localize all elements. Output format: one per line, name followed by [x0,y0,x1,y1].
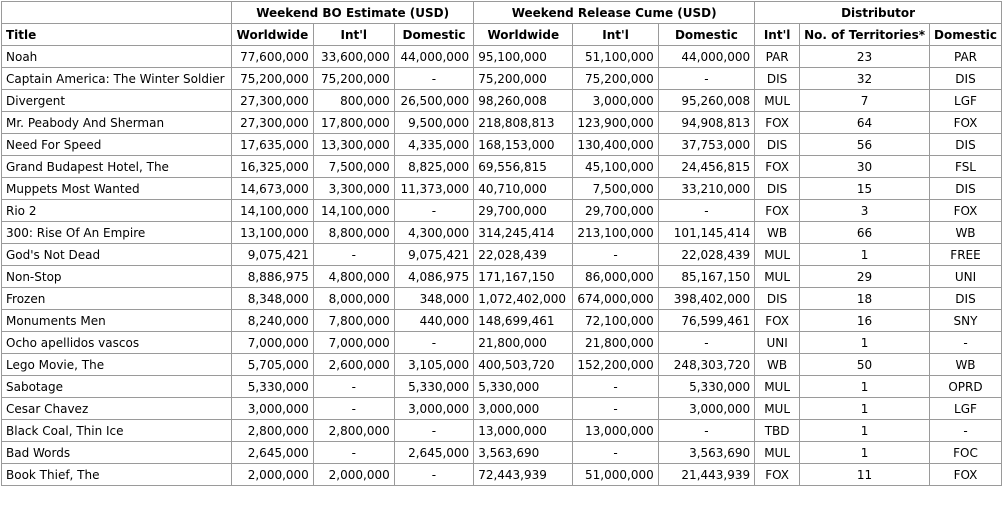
bo-domestic-cell: 5,330,000 [394,376,473,398]
territories-cell: 66 [800,222,930,244]
cume-domestic-cell: 95,260,008 [658,90,754,112]
dist-intl-cell: FOX [755,156,800,178]
cume-worldwide-cell: 69,556,815 [474,156,573,178]
dist-domestic-cell: FSL [930,156,1002,178]
title-cell: Captain America: The Winter Soldier [2,68,232,90]
bo-worldwide-cell: 5,705,000 [232,354,314,376]
dist-intl-cell: FOX [755,310,800,332]
bo-intl-cell: 14,100,000 [313,200,394,222]
table-row [2,398,1002,420]
table-row [2,134,1002,156]
table-row [2,354,1002,376]
title-cell: Frozen [2,288,232,310]
table-row [2,420,1002,442]
cume-domestic-cell: 3,000,000 [658,398,754,420]
cume-domestic-cell: 44,000,000 [658,46,754,68]
cume-domestic-cell: 76,599,461 [658,310,754,332]
table-header [2,2,1002,46]
cume-intl-cell: 75,200,000 [573,68,658,90]
territories-cell: 18 [800,288,930,310]
bo-worldwide-cell: 75,200,000 [232,68,314,90]
bo-intl-cell: 7,500,000 [313,156,394,178]
group-distributor: Distributor [755,2,1002,24]
col-cume-intl: Int'l [573,24,658,46]
bo-worldwide-cell: 2,645,000 [232,442,314,464]
bo-intl-cell: - [313,376,394,398]
cume-domestic-cell: 21,443,939 [658,464,754,486]
title-cell: Need For Speed [2,134,232,156]
col-dist-intl: Int'l [755,24,800,46]
col-territories: No. of Territories* [800,24,930,46]
title-cell: Grand Budapest Hotel, The [2,156,232,178]
cume-intl-cell: 45,100,000 [573,156,658,178]
title-cell: Sabotage [2,376,232,398]
cume-worldwide-cell: 75,200,000 [474,68,573,90]
bo-worldwide-cell: 3,000,000 [232,398,314,420]
territories-cell: 32 [800,68,930,90]
col-bo-worldwide: Worldwide [232,24,314,46]
cume-domestic-cell: 85,167,150 [658,266,754,288]
cume-intl-cell: 86,000,000 [573,266,658,288]
table-row [2,464,1002,486]
cume-domestic-cell: 101,145,414 [658,222,754,244]
dist-domestic-cell: UNI [930,266,1002,288]
table-row [2,90,1002,112]
cume-domestic-cell: 5,330,000 [658,376,754,398]
cume-intl-cell: 674,000,000 [573,288,658,310]
bo-worldwide-cell: 14,673,000 [232,178,314,200]
dist-intl-cell: UNI [755,332,800,354]
cume-intl-cell: - [573,244,658,266]
title-cell: 300: Rise Of An Empire [2,222,232,244]
bo-intl-cell: 8,000,000 [313,288,394,310]
table-row [2,178,1002,200]
territories-cell: 64 [800,112,930,134]
bo-domestic-cell: 3,105,000 [394,354,473,376]
bo-intl-cell: - [313,442,394,464]
bo-worldwide-cell: 9,075,421 [232,244,314,266]
territories-cell: 29 [800,266,930,288]
dist-intl-cell: DIS [755,288,800,310]
cume-intl-cell: 51,100,000 [573,46,658,68]
dist-domestic-cell: WB [930,354,1002,376]
dist-domestic-cell: FOC [930,442,1002,464]
dist-intl-cell: FOX [755,464,800,486]
cume-worldwide-cell: 40,710,000 [474,178,573,200]
dist-domestic-cell: LGF [930,90,1002,112]
territories-cell: 1 [800,332,930,354]
cume-intl-cell: 21,800,000 [573,332,658,354]
cume-domestic-cell: - [658,332,754,354]
table-body [2,46,1002,486]
territories-cell: 1 [800,244,930,266]
table-row [2,244,1002,266]
cume-domestic-cell: 248,303,720 [658,354,754,376]
cume-intl-cell: 7,500,000 [573,178,658,200]
title-cell: Bad Words [2,442,232,464]
cume-worldwide-cell: 95,100,000 [474,46,573,68]
cume-domestic-cell: 24,456,815 [658,156,754,178]
bo-intl-cell: 4,800,000 [313,266,394,288]
cume-intl-cell: - [573,398,658,420]
bo-domestic-cell: - [394,332,473,354]
cume-worldwide-cell: 3,000,000 [474,398,573,420]
dist-domestic-cell: DIS [930,178,1002,200]
title-cell: Rio 2 [2,200,232,222]
bo-domestic-cell: 9,075,421 [394,244,473,266]
bo-worldwide-cell: 2,000,000 [232,464,314,486]
bo-worldwide-cell: 8,886,975 [232,266,314,288]
bo-intl-cell: 17,800,000 [313,112,394,134]
dist-intl-cell: TBD [755,420,800,442]
title-cell: Ocho apellidos vascos [2,332,232,354]
dist-domestic-cell: PAR [930,46,1002,68]
table-row [2,46,1002,68]
bo-intl-cell: 800,000 [313,90,394,112]
dist-domestic-cell: FOX [930,112,1002,134]
table-row [2,376,1002,398]
col-title: Title [2,24,232,46]
cume-domestic-cell: 22,028,439 [658,244,754,266]
cume-intl-cell: 51,000,000 [573,464,658,486]
title-cell: God's Not Dead [2,244,232,266]
table-row [2,442,1002,464]
title-cell: Lego Movie, The [2,354,232,376]
bo-domestic-cell: 44,000,000 [394,46,473,68]
territories-cell: 23 [800,46,930,68]
dist-domestic-cell: - [930,332,1002,354]
dist-domestic-cell: SNY [930,310,1002,332]
bo-intl-cell: 2,800,000 [313,420,394,442]
dist-domestic-cell: OPRD [930,376,1002,398]
cume-intl-cell: 72,100,000 [573,310,658,332]
cume-domestic-cell: 94,908,813 [658,112,754,134]
bo-worldwide-cell: 27,300,000 [232,112,314,134]
cume-intl-cell: 13,000,000 [573,420,658,442]
title-cell: Divergent [2,90,232,112]
bo-worldwide-cell: 77,600,000 [232,46,314,68]
bo-domestic-cell: 8,825,000 [394,156,473,178]
bo-worldwide-cell: 13,100,000 [232,222,314,244]
dist-domestic-cell: LGF [930,398,1002,420]
title-cell: Mr. Peabody And Sherman [2,112,232,134]
table-row [2,112,1002,134]
territories-cell: 3 [800,200,930,222]
bo-domestic-cell: 26,500,000 [394,90,473,112]
dist-domestic-cell: FOX [930,200,1002,222]
group-weekend-release-cume: Weekend Release Cume (USD) [474,2,755,24]
territories-cell: 1 [800,398,930,420]
bo-domestic-cell: 4,335,000 [394,134,473,156]
bo-worldwide-cell: 5,330,000 [232,376,314,398]
territories-cell: 30 [800,156,930,178]
bo-worldwide-cell: 27,300,000 [232,90,314,112]
dist-domestic-cell: DIS [930,134,1002,156]
bo-intl-cell: 33,600,000 [313,46,394,68]
dist-intl-cell: DIS [755,68,800,90]
territories-cell: 7 [800,90,930,112]
bo-intl-cell: 2,000,000 [313,464,394,486]
table-row [2,156,1002,178]
cume-domestic-cell: - [658,200,754,222]
column-header-row [2,24,1002,46]
territories-cell: 1 [800,442,930,464]
bo-intl-cell: 3,300,000 [313,178,394,200]
bo-worldwide-cell: 8,240,000 [232,310,314,332]
title-cell: Cesar Chavez [2,398,232,420]
territories-cell: 50 [800,354,930,376]
cume-worldwide-cell: 171,167,150 [474,266,573,288]
group-weekend-bo-estimate: Weekend BO Estimate (USD) [232,2,474,24]
table-row [2,200,1002,222]
bo-intl-cell: 7,000,000 [313,332,394,354]
bo-domestic-cell: - [394,68,473,90]
dist-domestic-cell: WB [930,222,1002,244]
cume-worldwide-cell: 13,000,000 [474,420,573,442]
col-dist-domestic: Domestic [930,24,1002,46]
bo-domestic-cell: 4,086,975 [394,266,473,288]
title-cell: Monuments Men [2,310,232,332]
territories-cell: 56 [800,134,930,156]
bo-worldwide-cell: 14,100,000 [232,200,314,222]
cume-worldwide-cell: 168,153,000 [474,134,573,156]
territories-cell: 1 [800,376,930,398]
cume-worldwide-cell: 98,260,008 [474,90,573,112]
cume-intl-cell: - [573,442,658,464]
cume-domestic-cell: 3,563,690 [658,442,754,464]
table-row [2,310,1002,332]
cume-domestic-cell: 37,753,000 [658,134,754,156]
cume-worldwide-cell: 1,072,402,000 [474,288,573,310]
title-cell: Non-Stop [2,266,232,288]
title-cell: Muppets Most Wanted [2,178,232,200]
bo-domestic-cell: 348,000 [394,288,473,310]
cume-intl-cell: - [573,376,658,398]
bo-domestic-cell: - [394,420,473,442]
dist-intl-cell: WB [755,354,800,376]
dist-intl-cell: MUL [755,244,800,266]
table-row [2,222,1002,244]
col-cume-domestic: Domestic [658,24,754,46]
territories-cell: 11 [800,464,930,486]
cume-worldwide-cell: 72,443,939 [474,464,573,486]
bo-intl-cell: 75,200,000 [313,68,394,90]
dist-domestic-cell: FREE [930,244,1002,266]
title-cell: Noah [2,46,232,68]
bo-domestic-cell: 4,300,000 [394,222,473,244]
dist-intl-cell: DIS [755,134,800,156]
dist-intl-cell: MUL [755,90,800,112]
cume-intl-cell: 29,700,000 [573,200,658,222]
bo-intl-cell: - [313,398,394,420]
dist-intl-cell: PAR [755,46,800,68]
cume-intl-cell: 213,100,000 [573,222,658,244]
dist-intl-cell: WB [755,222,800,244]
cume-domestic-cell: 398,402,000 [658,288,754,310]
dist-domestic-cell: DIS [930,288,1002,310]
table-row [2,332,1002,354]
bo-domestic-cell: 440,000 [394,310,473,332]
dist-domestic-cell: DIS [930,68,1002,90]
territories-cell: 15 [800,178,930,200]
cume-domestic-cell: 33,210,000 [658,178,754,200]
bo-worldwide-cell: 7,000,000 [232,332,314,354]
col-cume-worldwide: Worldwide [474,24,573,46]
cume-worldwide-cell: 5,330,000 [474,376,573,398]
group-header-row [2,2,1002,24]
cume-worldwide-cell: 22,028,439 [474,244,573,266]
dist-intl-cell: MUL [755,442,800,464]
title-cell: Black Coal, Thin Ice [2,420,232,442]
cume-worldwide-cell: 400,503,720 [474,354,573,376]
cume-worldwide-cell: 21,800,000 [474,332,573,354]
bo-worldwide-cell: 2,800,000 [232,420,314,442]
cume-worldwide-cell: 314,245,414 [474,222,573,244]
territories-cell: 1 [800,420,930,442]
dist-intl-cell: MUL [755,376,800,398]
bo-worldwide-cell: 16,325,000 [232,156,314,178]
cume-worldwide-cell: 218,808,813 [474,112,573,134]
cume-worldwide-cell: 148,699,461 [474,310,573,332]
bo-domestic-cell: - [394,200,473,222]
bo-worldwide-cell: 17,635,000 [232,134,314,156]
bo-domestic-cell: 3,000,000 [394,398,473,420]
cume-intl-cell: 3,000,000 [573,90,658,112]
cume-worldwide-cell: 29,700,000 [474,200,573,222]
bo-domestic-cell: 2,645,000 [394,442,473,464]
cume-intl-cell: 123,900,000 [573,112,658,134]
bo-intl-cell: - [313,244,394,266]
cume-worldwide-cell: 3,563,690 [474,442,573,464]
cume-intl-cell: 130,400,000 [573,134,658,156]
dist-intl-cell: FOX [755,200,800,222]
col-bo-intl: Int'l [313,24,394,46]
dist-domestic-cell: - [930,420,1002,442]
bo-worldwide-cell: 8,348,000 [232,288,314,310]
cume-intl-cell: 152,200,000 [573,354,658,376]
table-row [2,288,1002,310]
box-office-table [1,1,1002,486]
bo-intl-cell: 8,800,000 [313,222,394,244]
cume-domestic-cell: - [658,68,754,90]
col-bo-domestic: Domestic [394,24,473,46]
bo-domestic-cell: 11,373,000 [394,178,473,200]
bo-intl-cell: 13,300,000 [313,134,394,156]
dist-intl-cell: MUL [755,266,800,288]
cume-domestic-cell: - [658,420,754,442]
table-row [2,266,1002,288]
dist-domestic-cell: FOX [930,464,1002,486]
bo-intl-cell: 7,800,000 [313,310,394,332]
territories-cell: 16 [800,310,930,332]
bo-domestic-cell: - [394,464,473,486]
title-cell: Book Thief, The [2,464,232,486]
bo-domestic-cell: 9,500,000 [394,112,473,134]
dist-intl-cell: MUL [755,398,800,420]
title-group-spacer [2,2,232,24]
dist-intl-cell: FOX [755,112,800,134]
bo-intl-cell: 2,600,000 [313,354,394,376]
dist-intl-cell: DIS [755,178,800,200]
table-row [2,68,1002,90]
